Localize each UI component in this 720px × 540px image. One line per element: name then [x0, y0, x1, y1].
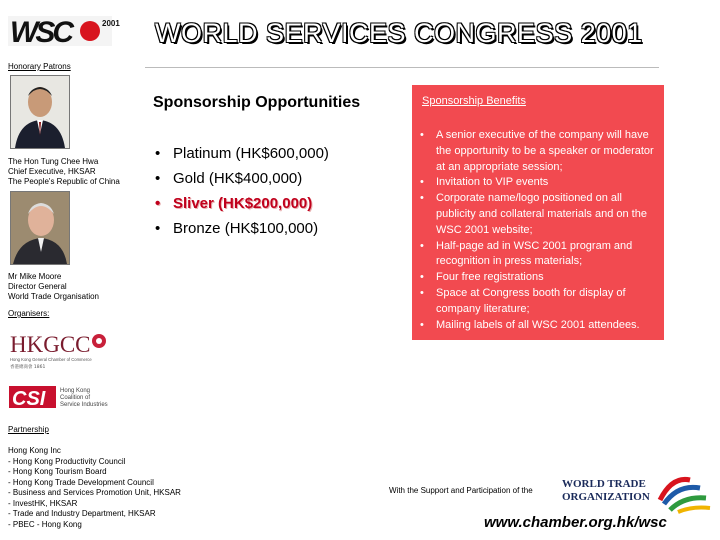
option-label: Bronze (HK$100,000): [173, 220, 319, 237]
title-divider: [145, 67, 659, 68]
partner-item: - Hong Kong Trade Development Council: [8, 477, 154, 487]
patron-1-role: Chief Executive, HKSAR: [8, 167, 96, 176]
organisers-label: Organisers:: [8, 309, 50, 318]
bullet-icon: •: [420, 129, 424, 141]
benefit-text: Four free registrations: [436, 271, 544, 284]
patron-2-org: World Trade Organisation: [8, 292, 100, 301]
partner-item: Hong Kong Inc: [8, 446, 61, 455]
csi-logo: [9, 384, 119, 410]
benefits-heading: Sponsorship Benefits: [422, 95, 526, 107]
patron-photo-1: [10, 75, 70, 149]
partner-item: - Hong Kong Tourism Board: [8, 467, 107, 476]
logo-year: 2001: [102, 19, 120, 28]
option-label: Platinum (HK$600,000): [173, 145, 329, 162]
bullet-icon: •: [155, 195, 161, 212]
benefits-list: [420, 128, 660, 333]
sponsorship-benefits-panel: [412, 85, 664, 340]
bullet-icon: •: [420, 286, 424, 299]
benefit-text: A senior executive of the company will have the opportunity to be a speaker or moderator at an appropriate session;: [436, 129, 654, 173]
page-title: WORLD SERVICES CONGRESS 2001: [155, 18, 643, 48]
benefit-item: [420, 128, 660, 175]
benefit-text: Invitation to VIP events: [436, 176, 549, 189]
wsc-logo: [8, 14, 126, 48]
website-url: www.chamber.org.hk/wsc: [484, 514, 667, 531]
benefit-item: [420, 286, 660, 318]
sponsorship-opportunities-heading: Sponsorship Opportunities: [153, 94, 361, 111]
partner-item: - Hong Kong Productivity Council: [8, 456, 126, 466]
bullet-icon: •: [420, 271, 424, 284]
partner-item: - Business and Services Promotion Unit, HKSAR: [8, 488, 181, 497]
hkgcc-subtitle-cn: 香港總商會 1861: [10, 365, 46, 370]
sponsorship-options-list: [155, 145, 329, 245]
honorary-patrons-label: Honorary Patrons: [8, 62, 71, 71]
partner-item: - Trade and Industry Department, HKSAR: [8, 509, 156, 518]
wto-logo-line2: ORGANIZATION: [562, 491, 650, 503]
wto-logo: [560, 470, 712, 514]
patron-2-caption: [8, 272, 99, 302]
option-label: Gold (HK$400,000): [173, 170, 303, 187]
option-label-highlighted: Sliver (HK$200,000): [173, 195, 313, 212]
benefit-item: [420, 239, 660, 271]
csi-subtitle-1: Hong Kong: [60, 388, 91, 394]
partner-item: - PBEC - Hong Kong: [8, 519, 82, 529]
patron-1-name: The Hon Tung Chee Hwa: [8, 157, 99, 166]
csi-subtitle-3: Service Industries: [60, 402, 108, 408]
sponsorship-option: [155, 170, 329, 195]
bullet-icon: •: [420, 176, 424, 189]
partners-list: [8, 446, 181, 530]
patron-photo-2: [10, 191, 70, 265]
benefit-item: [420, 175, 660, 191]
sponsorship-option: [155, 195, 329, 220]
benefit-text: Mailing labels of all WSC 2001 attendees.: [436, 318, 640, 331]
hkgcc-logo: [9, 330, 109, 370]
benefit-item: [420, 191, 660, 238]
bullet-icon: •: [420, 239, 424, 252]
partnership-label: Partnership: [8, 425, 49, 434]
bullet-icon: •: [420, 192, 424, 205]
patron-1-caption: [8, 157, 120, 187]
benefit-text: Corporate name/logo positioned on all publicity and collateral materials and on the WSC 2001 website;: [436, 192, 647, 236]
csi-subtitle-2: Coalition of: [60, 395, 91, 401]
csi-logo-text: CSI: [12, 388, 46, 410]
benefit-text: Half-page ad in WSC 2001 program and recognition in press materials;: [436, 239, 633, 268]
sponsorship-option: [155, 220, 329, 245]
partner-item: - InvestHK, HKSAR: [8, 498, 78, 508]
benefit-text: Space at Congress booth for display of company literature;: [436, 286, 626, 315]
hkgcc-subtitle: Hong Kong General Chamber of Commerce: [10, 357, 92, 362]
patron-1-org: The People's Republic of China: [8, 177, 120, 186]
bullet-icon: •: [155, 170, 161, 187]
logo-text: WSC: [10, 16, 71, 48]
support-caption: With the Support and Participation of the: [389, 486, 533, 495]
sponsorship-option: [155, 145, 329, 170]
bullet-icon: •: [420, 318, 424, 331]
benefit-item: [420, 270, 660, 286]
bullet-icon: •: [155, 220, 161, 237]
wto-logo-line1: WORLD TRADE: [562, 478, 646, 490]
bullet-icon: •: [155, 145, 161, 162]
patron-2-name: Mr Mike Moore: [8, 272, 62, 281]
hkgcc-logo-text: HKGCC: [10, 332, 91, 357]
benefit-item: [420, 318, 660, 334]
patron-2-role: Director General: [8, 282, 67, 291]
